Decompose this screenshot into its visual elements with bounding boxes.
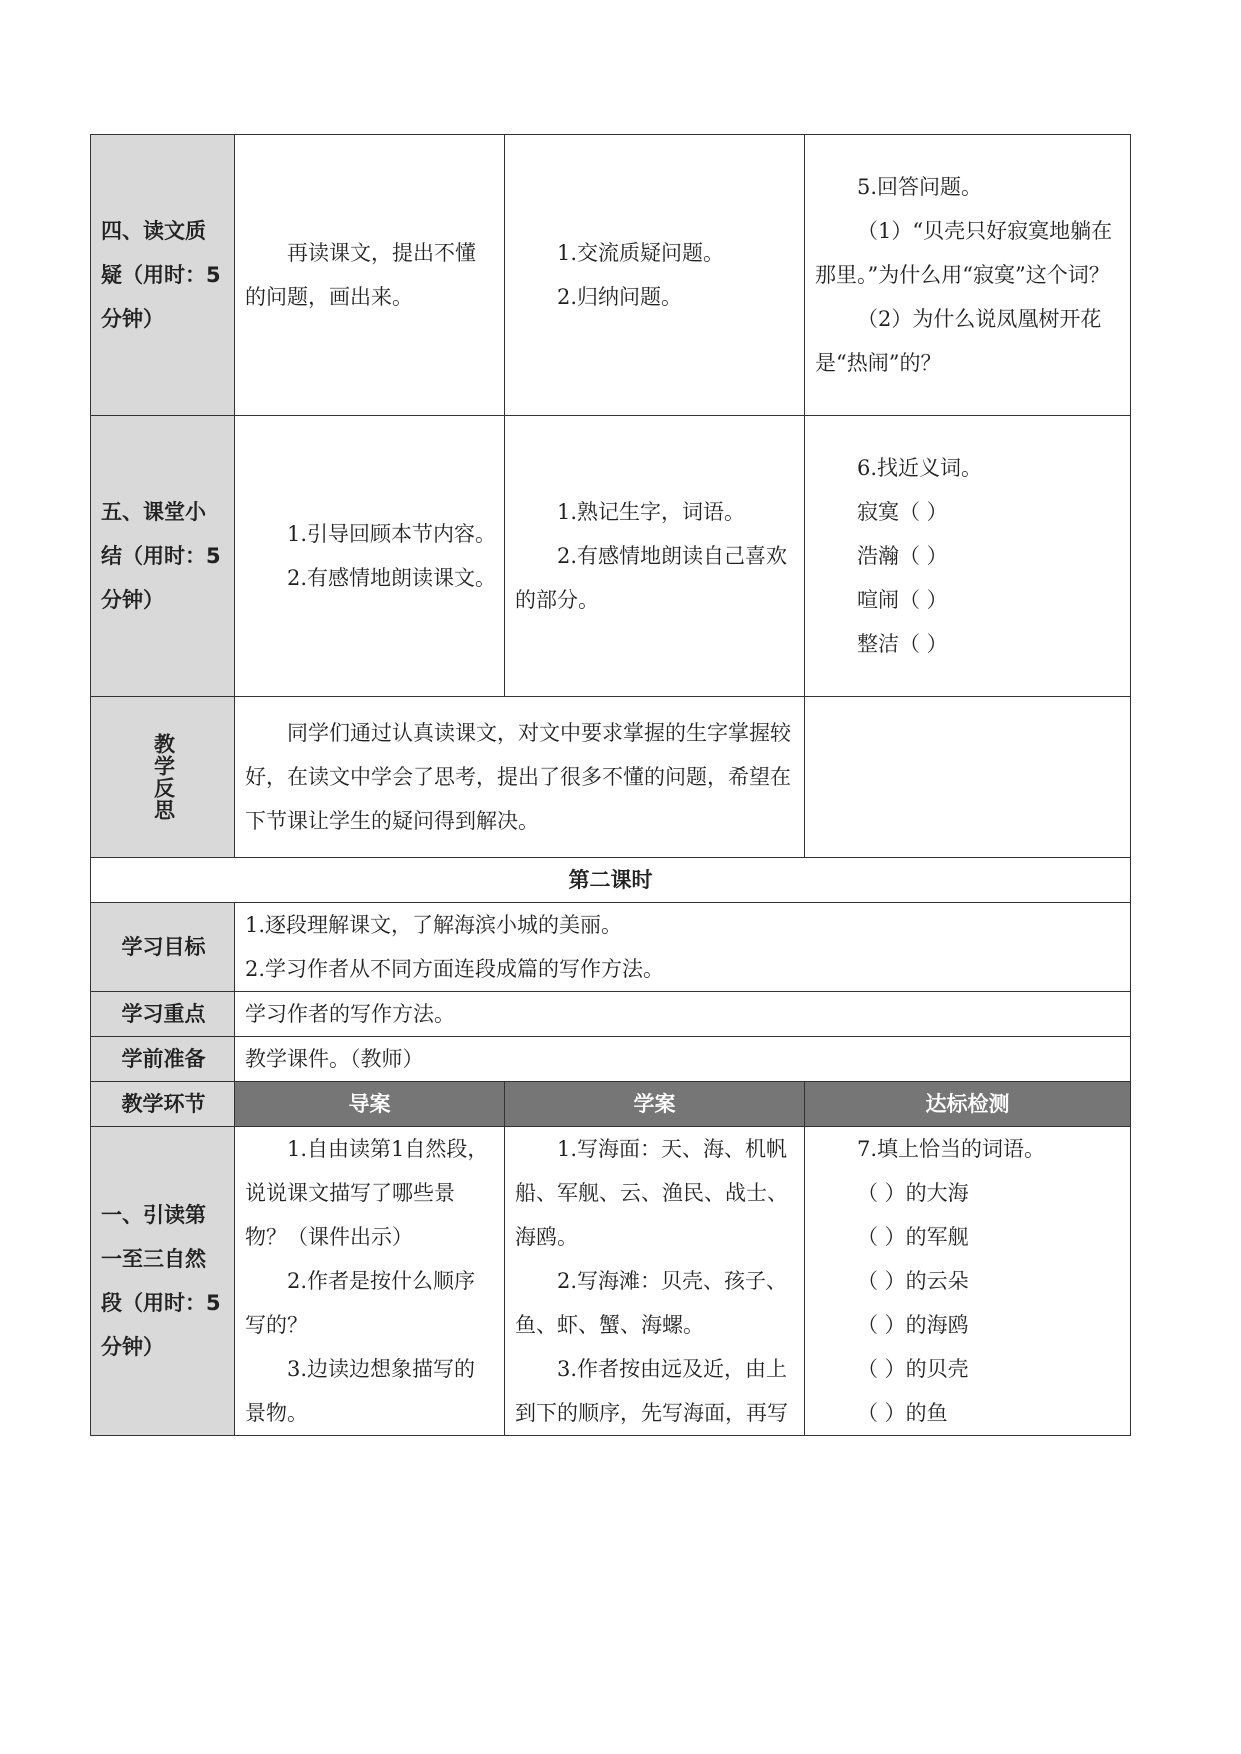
check-item: 喧闹（ ） [857,588,948,612]
check-item: 寂寞（ ） [857,500,948,524]
guide-text: 再读课文，提出不懂的问题，画出来。 [245,241,476,309]
row-label-guided-reading: 一、引读第一至三自然段（用时：5分钟） [91,1127,235,1436]
guide-cell [235,416,505,697]
check-item: 6.找近义词。 [857,456,983,480]
row-label-prep: 学前准备 [91,1037,235,1082]
study-item: 3.作者按由远及近，由上到下的顺序，先写海面，再写 [515,1357,788,1425]
goals-cell [235,903,1131,992]
guide-item: 1.自由读第1自然段，说说课文描写了哪些景物？（课件出示） [245,1137,489,1249]
guide-cell [235,1127,505,1436]
check-item: （2）为什么说凤凰树开花是“热闹”的？ [815,307,1102,375]
study-cell [505,416,805,697]
reflection-empty-cell [805,697,1131,858]
check-cell [805,416,1131,697]
header-study: 学案 [505,1082,805,1127]
study-item: 1.写海面：天、海、机帆船、军舰、云、渔民、战士、海鸥。 [515,1137,788,1249]
check-item: 整洁（ ） [857,632,948,656]
study-cell [505,135,805,416]
table-row-read-and-question [91,135,1131,416]
header-label-teaching-step: 教学环节 [91,1082,235,1127]
key-points-cell: 学习作者的写作方法。 [235,992,1131,1037]
header-guide: 导案 [235,1082,505,1127]
reflection-text: 同学们通过认真读课文，对文中要求掌握的生字掌握较好，在读文中学会了思考，提出了很多不懂的问题，希望在下节课让学生的疑问得到解决。 [245,721,791,833]
check-item: （ ）的大海 [857,1181,969,1205]
check-item: 7.填上恰当的词语。 [857,1137,1046,1161]
guide-item: 1.引导回顾本节内容。 [287,522,497,546]
row-label-key: 学习重点 [91,992,235,1037]
row-label-goals: 学习目标 [91,903,235,992]
reflection-content-cell [235,697,805,858]
guide-cell [235,135,505,416]
row-label-reflection [91,697,235,858]
reflection-label: 教学反思 [151,733,176,821]
check-item: （ ）的海鸥 [857,1313,969,1337]
preparation-cell: 教学课件。（教师） [235,1037,1131,1082]
table-row-session-title [91,858,1131,903]
check-item: （ ）的云朵 [857,1269,969,1293]
goal-item: 2.学习作者从不同方面连段成篇的写作方法。 [245,957,665,981]
table-row-preparation [91,1037,1131,1082]
study-cell [505,1127,805,1436]
check-item: （ ）的鱼 [857,1401,948,1425]
table-row-class-summary [91,416,1131,697]
study-item: 1.交流质疑问题。 [557,241,725,265]
table-row-key-points [91,992,1131,1037]
guide-item: 2.作者是按什么顺序写的？ [245,1269,476,1337]
row-label-summary: 五、课堂小结（用时：5分钟） [91,416,235,697]
study-item: 2.有感情地朗读自己喜欢的部分。 [515,544,788,612]
check-item: （ ）的贝壳 [857,1357,969,1381]
table-row-reflection [91,697,1131,858]
check-item: 浩瀚（ ） [857,544,948,568]
guide-item: 3.边读边想象描写的景物。 [245,1357,476,1425]
session-title: 第二课时 [91,858,1131,903]
check-cell [805,135,1131,416]
table-row-learning-goals [91,903,1131,992]
check-item: （1）“贝壳只好寂寞地躺在那里。”为什么用“寂寞”这个词？ [815,219,1113,287]
check-item: （ ）的军舰 [857,1225,969,1249]
study-item: 2.归纳问题。 [557,285,683,309]
goal-item: 1.逐段理解课文，了解海滨小城的美丽。 [245,913,623,937]
check-item: 5.回答问题。 [857,175,983,199]
study-item: 1.熟记生字，词语。 [557,500,746,524]
study-item: 2.写海滩：贝壳、孩子、鱼、虾、蟹、海螺。 [515,1269,788,1337]
header-check: 达标检测 [805,1082,1131,1127]
row-label-read-question: 四、读文质疑（用时：5分钟） [91,135,235,416]
table-row-column-header [91,1082,1131,1127]
lesson-plan-table [90,134,1131,1436]
guide-item: 2.有感情地朗读课文。 [287,566,497,590]
table-row-guided-reading [91,1127,1131,1436]
check-cell [805,1127,1131,1436]
